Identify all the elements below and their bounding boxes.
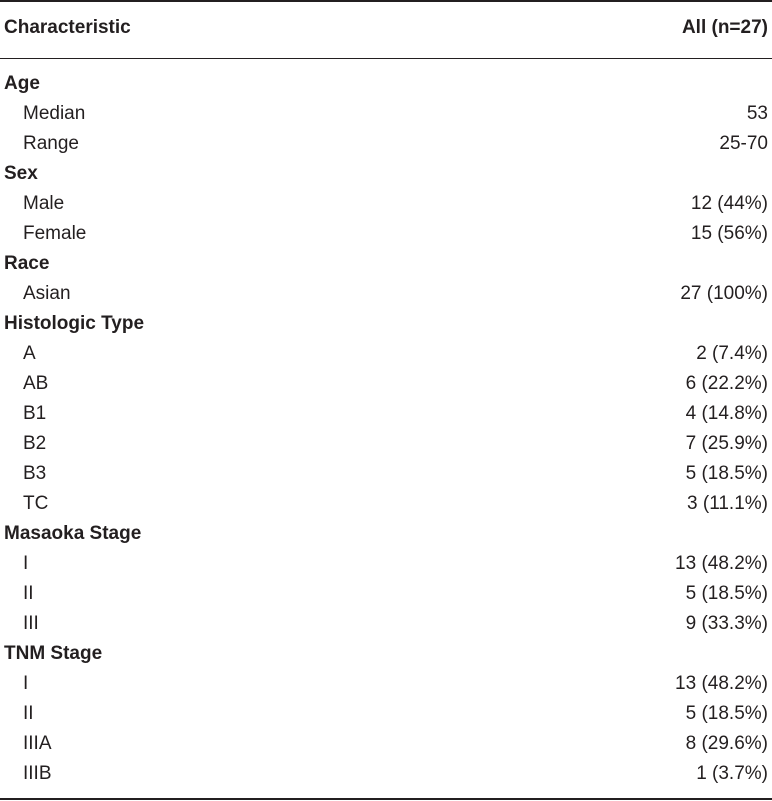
row-value: 4 (14.8%) [685, 403, 768, 424]
section-label: Histologic Type [4, 313, 145, 334]
row-value: 53 [746, 103, 768, 124]
row-value: 3 (11.1%) [687, 493, 768, 514]
section-row [0, 249, 772, 279]
table-row [0, 729, 772, 759]
table-header [0, 0, 772, 58]
row-label: A [23, 343, 36, 364]
table-row [0, 579, 772, 609]
row-label: TC [23, 493, 49, 514]
row-label: III [23, 613, 39, 634]
row-value: 13 (48.2%) [675, 553, 768, 574]
section-row [0, 639, 772, 669]
row-label: B2 [23, 433, 47, 454]
header-characteristic: Characteristic [4, 17, 131, 38]
table-row [0, 219, 772, 249]
row-value: 6 (22.2%) [685, 373, 768, 394]
section-row [0, 159, 772, 189]
section-label: Race [4, 253, 50, 274]
row-label: I [23, 553, 29, 574]
table-row [0, 279, 772, 309]
table-row [0, 399, 772, 429]
row-value: 12 (44%) [690, 193, 768, 214]
row-label: Female [23, 223, 87, 244]
row-value: 7 (25.9%) [685, 433, 768, 454]
table-row [0, 429, 772, 459]
section-label: Masaoka Stage [4, 523, 142, 544]
header-all: All (n=27) [681, 17, 768, 38]
header-rule [0, 58, 772, 59]
row-label: AB [23, 373, 49, 394]
table-row [0, 99, 772, 129]
row-value: 1 (3.7%) [696, 763, 768, 784]
section-row [0, 309, 772, 339]
table-row [0, 459, 772, 489]
row-value: 13 (48.2%) [675, 673, 768, 694]
row-label: II [23, 703, 34, 724]
table-row [0, 699, 772, 729]
row-value: 15 (56%) [690, 223, 768, 244]
section-label: Age [4, 73, 40, 94]
section-row [0, 69, 772, 99]
row-label: IIIB [23, 763, 52, 784]
row-value: 5 (18.5%) [685, 463, 768, 484]
table-body [0, 69, 772, 789]
table-row [0, 369, 772, 399]
row-value: 2 (7.4%) [696, 343, 768, 364]
section-label: Sex [4, 163, 38, 184]
row-label: B1 [23, 403, 47, 424]
table-row [0, 489, 772, 519]
bottom-rule [0, 798, 772, 800]
row-label: II [23, 583, 34, 604]
row-value: 5 (18.5%) [685, 583, 768, 604]
table-row [0, 609, 772, 639]
row-value: 9 (33.3%) [685, 613, 768, 634]
row-label: B3 [23, 463, 47, 484]
row-value: 27 (100%) [680, 283, 768, 304]
row-label: IIIA [23, 733, 52, 754]
row-label: Male [23, 193, 65, 214]
row-value: 5 (18.5%) [685, 703, 768, 724]
row-label: Range [23, 133, 79, 154]
table-row [0, 339, 772, 369]
table-row [0, 189, 772, 219]
table-row [0, 759, 772, 789]
section-row [0, 519, 772, 549]
row-value: 25-70 [719, 133, 768, 154]
row-label: Asian [23, 283, 71, 304]
row-value: 8 (29.6%) [685, 733, 768, 754]
table-row [0, 669, 772, 699]
row-label: I [23, 673, 29, 694]
table-row [0, 549, 772, 579]
row-label: Median [23, 103, 86, 124]
section-label: TNM Stage [4, 643, 103, 664]
table-row [0, 129, 772, 159]
